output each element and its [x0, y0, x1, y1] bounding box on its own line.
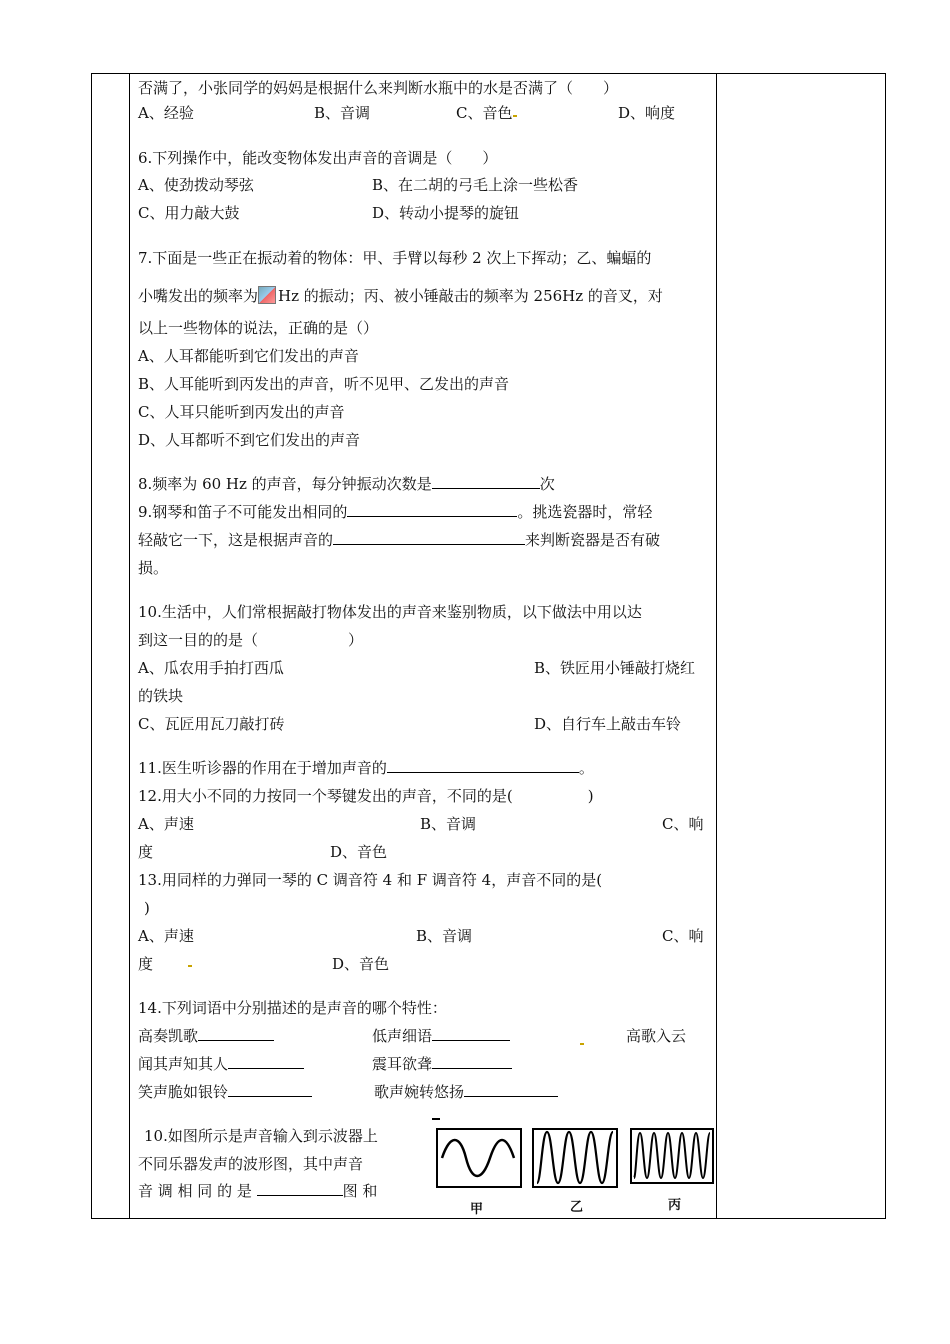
- q11-answer-blank[interactable]: [387, 758, 579, 773]
- q6-option-c: C、用力敲大鼓: [138, 204, 240, 222]
- q14-blank-1[interactable]: [198, 1026, 274, 1041]
- q6-option-d: D、转动小提琴的旋钮: [372, 204, 520, 222]
- q8-post: 次: [539, 475, 555, 493]
- q14-item-3: 高歌入云: [626, 1027, 687, 1045]
- q14-blank-5[interactable]: [432, 1054, 512, 1069]
- q7-option-d: D、人耳都听不到它们发出的声音: [138, 431, 361, 449]
- q15-line1: 10.如图所示是声音输入到示波器上: [144, 1127, 378, 1145]
- q14-blank-4[interactable]: [228, 1054, 304, 1069]
- q5-option-b: B、音调: [314, 104, 371, 122]
- q7-line2-post: Hz 的振动；丙、被小锤敲击的频率为 256Hz 的音叉，对: [278, 287, 663, 305]
- figure-corner-mark: [432, 1118, 440, 1120]
- q13-stem: 13.用同样的力弹同一琴的 C 调音符 4 和 F 调音符 4，声音不同的是(: [138, 871, 603, 889]
- q9-line2-pre: 轻敲它一下，这是根据声音的: [138, 531, 334, 549]
- q10-option-b: B、铁匠用小锤敲打烧红: [534, 659, 696, 677]
- q7-line1: 7.下面是一些正在振动着的物体：甲、手臂以每秒 2 次上下挥动；乙、蝙蝠的: [138, 249, 652, 267]
- q10-line1: 10.生活中，人们常根据敲打物体发出的声音来鉴别物质，以下做法中用以达: [138, 603, 642, 621]
- q10-option-a: A、瓜农用手拍打西瓜: [138, 659, 284, 677]
- q5-option-c: C、音色: [456, 104, 513, 122]
- waveform-label-jia: 甲: [470, 1202, 484, 1217]
- waveform-figure: [432, 1118, 717, 1218]
- q13-option-c: C、响: [662, 927, 704, 945]
- q7-option-a: A、人耳都能听到它们发出的声音: [138, 347, 359, 365]
- q8-line: [138, 474, 555, 494]
- q15-line3-pre: 音 调 相 同 的 是: [138, 1182, 252, 1200]
- q9-line2-post: 来判断瓷器是否有破: [525, 531, 661, 549]
- q9-line3: 损。: [138, 559, 169, 577]
- q9-answer-blank-1[interactable]: [347, 502, 517, 517]
- q5-stem: 否满了，小张同学的妈妈是根据什么来判断水瓶中的水是否满了（ ）: [138, 79, 619, 97]
- q15-line3-post: 图 和: [342, 1182, 378, 1200]
- q14-item-7: [374, 1082, 558, 1102]
- q14-blank-2[interactable]: [432, 1026, 510, 1041]
- q9-line2: [138, 530, 660, 550]
- scan-mark: [188, 965, 192, 967]
- q14-word-6: 笑声脆如银铃: [138, 1083, 229, 1101]
- q5-option-d: D、响度: [618, 104, 676, 122]
- q7-line2-pre: 小嘴发出的频率为: [138, 287, 259, 305]
- q8-pre: 8.频率为 60 Hz 的声音，每分钟振动次数是: [138, 475, 432, 493]
- q14-item-5: [372, 1054, 512, 1074]
- q11-line: [138, 758, 594, 778]
- q6-option-a: A、使劲拨动琴弦: [138, 176, 254, 194]
- waveform-jia: [436, 1128, 522, 1188]
- q14-word-1: 高奏凯歌: [138, 1027, 199, 1045]
- q7-line3: 以上一些物体的说法，正确的是（）: [138, 319, 379, 337]
- waveform-label-bing: 丙: [668, 1198, 682, 1213]
- q13-option-a: A、声速: [138, 927, 194, 945]
- q6-option-b: B、在二胡的弓毛上涂一些松香: [372, 176, 579, 194]
- q14-item-4: [138, 1054, 304, 1074]
- q14-word-2: 低声细语: [372, 1027, 433, 1045]
- q7-option-b: B、人耳能听到丙发出的声音，听不见甲、乙发出的声音: [138, 375, 510, 393]
- q11-pre: 11.医生听诊器的作用在于增加声音的: [138, 759, 387, 777]
- q11-post: 。: [578, 759, 594, 777]
- q13-option-b: B、音调: [416, 927, 473, 945]
- q10-option-b-cont: 的铁块: [138, 687, 184, 705]
- q14-stem: 14.下列词语中分别描述的是声音的哪个特性：: [138, 999, 447, 1017]
- q14-item-2: [372, 1026, 510, 1046]
- q9-answer-blank-2[interactable]: [333, 530, 525, 545]
- q15-line2: 不同乐器发声的波形图，其中声音: [138, 1155, 364, 1173]
- q14-item-1: [138, 1026, 274, 1046]
- q10-option-c: C、瓦匠用瓦刀敲打砖: [138, 715, 285, 733]
- table-divider-right: [716, 73, 717, 1219]
- q12-stem: 12.用大小不同的力按同一个琴键发出的声音，不同的是( ): [138, 787, 594, 805]
- q13-option-c-cont: 度: [138, 955, 154, 973]
- waveform-label-yi: 乙: [570, 1200, 584, 1215]
- q12-option-a: A、声速: [138, 815, 194, 833]
- q14-blank-7[interactable]: [464, 1082, 558, 1097]
- q12-option-d: D、音色: [330, 843, 388, 861]
- q13-option-d: D、音色: [332, 955, 390, 973]
- q14-item-6: [138, 1082, 312, 1102]
- q12-option-b: B、音调: [420, 815, 477, 833]
- waveform-yi: [532, 1128, 618, 1188]
- q13-stem-close: ): [144, 899, 150, 917]
- q10-option-d: D、自行车上敲击车铃: [534, 715, 682, 733]
- q9-line1: [138, 502, 652, 522]
- scan-mark: [580, 1043, 584, 1045]
- q12-option-c: C、响: [662, 815, 704, 833]
- q15-line3: [138, 1181, 377, 1201]
- q14-blank-6[interactable]: [228, 1082, 312, 1097]
- q9-mid: 。挑选瓷器时，常轻: [517, 503, 653, 521]
- q7-option-c: C、人耳只能听到丙发出的声音: [138, 403, 345, 421]
- q6-stem: 6.下列操作中，能改变物体发出声音的音调是（ ）: [138, 149, 498, 167]
- broken-image-icon: [258, 286, 276, 304]
- q9-pre: 9.钢琴和笛子不可能发出相同的: [138, 503, 348, 521]
- q7-line2: [138, 286, 663, 306]
- table-divider-left: [129, 73, 130, 1219]
- waveform-bing: [630, 1128, 714, 1184]
- q5-option-a: A、经验: [138, 104, 194, 122]
- q10-line2: 到这一目的的是（ ）: [138, 631, 364, 649]
- q8-answer-blank[interactable]: [432, 474, 540, 489]
- q14-word-4: 闻其声知其人: [138, 1055, 229, 1073]
- q12-option-c-cont: 度: [138, 843, 154, 861]
- scan-mark: [513, 115, 517, 117]
- q14-word-5: 震耳欲聋: [372, 1055, 433, 1073]
- q14-word-7: 歌声婉转悠扬: [374, 1083, 465, 1101]
- q15-answer-blank[interactable]: [257, 1181, 343, 1196]
